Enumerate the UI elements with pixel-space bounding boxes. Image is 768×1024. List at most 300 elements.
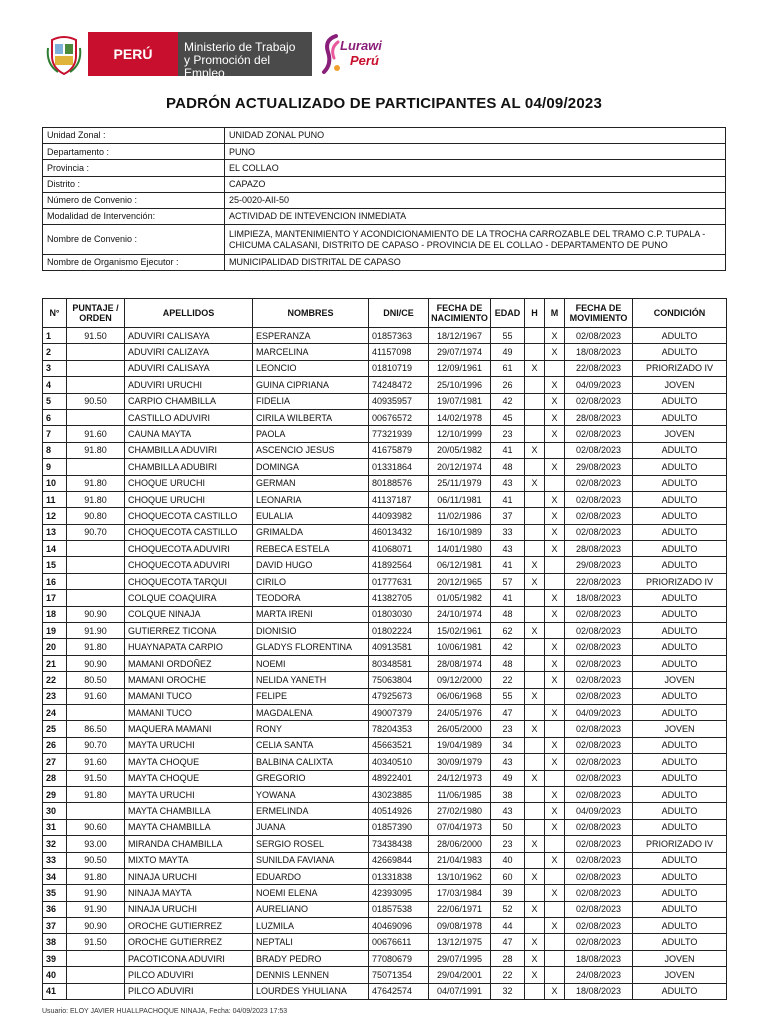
col-male-cell — [525, 754, 545, 770]
col-birthdate-cell: 06/11/1981 — [429, 491, 491, 507]
col-condition-cell: ADULTO — [633, 934, 727, 950]
col-number-cell: 19 — [43, 623, 67, 639]
col-movement-date-cell: 02/08/2023 — [565, 508, 633, 524]
table-row — [43, 983, 727, 999]
col-female-cell — [545, 836, 565, 852]
page-title: PADRÓN ACTUALIZADO DE PARTICIPANTES AL 04/09/2023 — [166, 95, 602, 112]
col-female-cell: X — [545, 639, 565, 655]
col-female-cell — [545, 950, 565, 966]
col-surnames-cell: MIRANDA CHAMBILLA — [125, 836, 253, 852]
col-surnames-header: APELLIDOS — [125, 299, 253, 328]
col-surnames-cell: PILCO ADUVIRI — [125, 967, 253, 983]
col-movement-date-cell: 04/09/2023 — [565, 803, 633, 819]
col-number-cell: 31 — [43, 819, 67, 835]
col-movement-date-cell: 02/08/2023 — [565, 328, 633, 344]
col-age-cell: 62 — [491, 623, 525, 639]
col-score-cell: 80.50 — [67, 672, 125, 688]
col-age-cell: 49 — [491, 770, 525, 786]
col-score-cell: 90.60 — [67, 819, 125, 835]
col-score-cell: 90.50 — [67, 852, 125, 868]
info-key: Provincia : — [43, 160, 225, 176]
col-condition-cell: ADULTO — [633, 623, 727, 639]
col-surnames-cell: NINAJA URUCHI — [125, 901, 253, 917]
col-condition-cell: ADULTO — [633, 344, 727, 360]
col-female-cell — [545, 623, 565, 639]
col-female-cell: X — [545, 918, 565, 934]
col-age-cell: 50 — [491, 819, 525, 835]
col-score-cell — [67, 541, 125, 557]
col-score-cell: 90.80 — [67, 508, 125, 524]
col-male-header: H — [525, 299, 545, 328]
col-condition-cell: ADULTO — [633, 868, 727, 884]
info-value: UNIDAD ZONAL PUNO — [225, 128, 726, 144]
col-number-cell: 2 — [43, 344, 67, 360]
col-birthdate-cell: 27/02/1980 — [429, 803, 491, 819]
col-condition-cell: ADULTO — [633, 901, 727, 917]
col-dni-cell: 75063804 — [369, 672, 429, 688]
col-condition-cell: ADULTO — [633, 770, 727, 786]
col-male-cell — [525, 852, 545, 868]
col-movement-date-cell: 02/08/2023 — [565, 721, 633, 737]
col-names-cell: ASCENCIO JESUS — [253, 442, 369, 458]
col-number-cell: 40 — [43, 967, 67, 983]
col-condition-cell: ADULTO — [633, 475, 727, 491]
col-dni-cell: 40935957 — [369, 393, 429, 409]
table-row — [43, 770, 727, 786]
table-row — [43, 672, 727, 688]
col-number-cell: 16 — [43, 573, 67, 589]
col-movement-date-cell: 02/08/2023 — [565, 393, 633, 409]
col-age-cell: 41 — [491, 590, 525, 606]
col-movement-date-cell: 04/09/2023 — [565, 704, 633, 720]
col-condition-cell: ADULTO — [633, 688, 727, 704]
col-male-cell: X — [525, 721, 545, 737]
col-score-cell — [67, 557, 125, 573]
col-number-cell: 30 — [43, 803, 67, 819]
col-surnames-cell: GUTIERREZ TICONA — [125, 623, 253, 639]
col-surnames-cell: MAYTA CHOQUE — [125, 770, 253, 786]
table-row — [43, 623, 727, 639]
footer-user-info: Usuario: ELOY JAVIER HUALLPACHOQUE NINAJA, Fecha: 04/09/2023 17:53 — [42, 1008, 288, 1015]
col-surnames-cell: MAYTA URUCHI — [125, 737, 253, 753]
info-value: MUNICIPALIDAD DISTRITAL DE CAPASO — [225, 255, 726, 271]
col-birthdate-header: FECHA DE NACIMIENTO — [429, 299, 491, 328]
col-age-cell: 32 — [491, 983, 525, 999]
table-row — [43, 836, 727, 852]
col-male-cell: X — [525, 868, 545, 884]
info-row — [43, 160, 726, 176]
col-score-cell: 90.90 — [67, 655, 125, 671]
col-names-cell: GREGORIO — [253, 770, 369, 786]
col-age-cell: 41 — [491, 442, 525, 458]
col-birthdate-cell: 24/10/1974 — [429, 606, 491, 622]
col-movement-date-cell: 22/08/2023 — [565, 360, 633, 376]
col-surnames-cell: ADUVIRI CALIZAYA — [125, 344, 253, 360]
col-condition-cell: JOVEN — [633, 721, 727, 737]
col-condition-cell: ADULTO — [633, 737, 727, 753]
col-names-cell: NOEMI — [253, 655, 369, 671]
col-female-cell — [545, 770, 565, 786]
col-number-cell: 17 — [43, 590, 67, 606]
col-names-cell: BRADY PEDRO — [253, 950, 369, 966]
col-male-cell — [525, 819, 545, 835]
col-birthdate-cell: 09/12/2000 — [429, 672, 491, 688]
col-score-cell: 90.90 — [67, 918, 125, 934]
col-male-cell: X — [525, 442, 545, 458]
col-age-header: EDAD — [491, 299, 525, 328]
col-birthdate-cell: 06/06/1968 — [429, 688, 491, 704]
col-dni-cell: 47642574 — [369, 983, 429, 999]
col-dni-cell: 49007379 — [369, 704, 429, 720]
col-male-cell — [525, 983, 545, 999]
table-row — [43, 393, 727, 409]
col-age-cell: 45 — [491, 409, 525, 425]
col-birthdate-cell: 20/12/1965 — [429, 573, 491, 589]
col-names-cell: GLADYS FLORENTINA — [253, 639, 369, 655]
col-dni-cell: 42669844 — [369, 852, 429, 868]
ministry-line-2: y Promoción del Empleo — [184, 53, 271, 80]
col-age-cell: 33 — [491, 524, 525, 540]
col-female-cell: X — [545, 590, 565, 606]
col-names-cell: FIDELIA — [253, 393, 369, 409]
col-male-cell — [525, 377, 545, 393]
col-surnames-cell: COLQUE NINAJA — [125, 606, 253, 622]
col-movement-date-cell: 02/08/2023 — [565, 737, 633, 753]
col-dni-cell: 46013432 — [369, 524, 429, 540]
col-birthdate-cell: 24/12/1973 — [429, 770, 491, 786]
col-movement-date-cell: 02/08/2023 — [565, 606, 633, 622]
col-age-cell: 43 — [491, 754, 525, 770]
col-number-cell: 11 — [43, 491, 67, 507]
col-score-cell: 86.50 — [67, 721, 125, 737]
col-condition-cell: ADULTO — [633, 541, 727, 557]
col-male-cell: X — [525, 934, 545, 950]
table-row — [43, 475, 727, 491]
ministry-line-1: Ministerio de Trabajo — [184, 40, 296, 54]
col-movement-date-cell: 02/08/2023 — [565, 623, 633, 639]
col-male-cell: X — [525, 950, 545, 966]
col-age-cell: 41 — [491, 557, 525, 573]
col-condition-cell: ADULTO — [633, 918, 727, 934]
col-dni-cell: 40340510 — [369, 754, 429, 770]
col-condition-cell: ADULTO — [633, 803, 727, 819]
col-number-cell: 24 — [43, 704, 67, 720]
col-score-cell: 90.70 — [67, 737, 125, 753]
info-value: ACTIVIDAD DE INTEVENCION INMEDIATA — [225, 208, 726, 224]
table-row — [43, 918, 727, 934]
col-condition-cell: ADULTO — [633, 442, 727, 458]
col-score-cell: 91.50 — [67, 770, 125, 786]
col-age-cell: 43 — [491, 541, 525, 557]
col-surnames-cell: NINAJA MAYTA — [125, 885, 253, 901]
col-birthdate-cell: 20/12/1974 — [429, 459, 491, 475]
col-movement-date-cell: 02/08/2023 — [565, 688, 633, 704]
col-names-cell: NEPTALI — [253, 934, 369, 950]
col-surnames-cell: ADUVIRI CALISAYA — [125, 360, 253, 376]
table-row — [43, 344, 727, 360]
col-dni-cell: 41068071 — [369, 541, 429, 557]
col-names-cell: DOMINGA — [253, 459, 369, 475]
col-male-cell — [525, 672, 545, 688]
col-age-cell: 42 — [491, 393, 525, 409]
col-number-cell: 5 — [43, 393, 67, 409]
col-condition-cell: PRIORIZADO IV — [633, 573, 727, 589]
col-male-cell: X — [525, 967, 545, 983]
col-names-cell: TEODORA — [253, 590, 369, 606]
col-names-cell: BALBINA CALIXTA — [253, 754, 369, 770]
participants-table — [42, 298, 727, 1000]
col-number-cell: 41 — [43, 983, 67, 999]
info-row — [43, 208, 726, 224]
col-score-cell — [67, 803, 125, 819]
col-number-cell: 8 — [43, 442, 67, 458]
col-age-cell: 55 — [491, 328, 525, 344]
col-dni-cell: 01857538 — [369, 901, 429, 917]
col-male-cell — [525, 885, 545, 901]
col-movement-date-cell: 18/08/2023 — [565, 590, 633, 606]
table-row — [43, 786, 727, 802]
col-condition-cell: ADULTO — [633, 786, 727, 802]
col-female-cell — [545, 442, 565, 458]
col-movement-date-cell: 02/08/2023 — [565, 426, 633, 442]
col-dni-cell: 74248472 — [369, 377, 429, 393]
col-score-cell: 91.90 — [67, 623, 125, 639]
col-birthdate-cell: 12/10/1999 — [429, 426, 491, 442]
table-row — [43, 491, 727, 507]
col-dni-cell: 01777631 — [369, 573, 429, 589]
col-female-cell: X — [545, 409, 565, 425]
col-movement-date-cell: 28/08/2023 — [565, 541, 633, 557]
table-row — [43, 754, 727, 770]
table-row — [43, 524, 727, 540]
col-age-cell: 55 — [491, 688, 525, 704]
col-female-cell: X — [545, 344, 565, 360]
peru-logo — [88, 32, 178, 76]
col-surnames-cell: MAMANI TUCO — [125, 688, 253, 704]
info-value: 25-0020-AII-50 — [225, 192, 726, 208]
col-condition-cell: ADULTO — [633, 590, 727, 606]
col-condition-cell: ADULTO — [633, 409, 727, 425]
col-condition-cell: JOVEN — [633, 672, 727, 688]
col-names-cell: GERMAN — [253, 475, 369, 491]
col-number-cell: 10 — [43, 475, 67, 491]
col-age-cell: 43 — [491, 475, 525, 491]
col-score-cell: 91.50 — [67, 934, 125, 950]
col-score-cell: 91.80 — [67, 442, 125, 458]
col-surnames-cell: CHOQUECOTA ADUVIRI — [125, 541, 253, 557]
col-condition-cell: ADULTO — [633, 885, 727, 901]
col-surnames-cell: CHOQUECOTA CASTILLO — [125, 524, 253, 540]
table-row — [43, 803, 727, 819]
col-movement-date-cell: 02/08/2023 — [565, 639, 633, 655]
col-birthdate-cell: 22/06/1971 — [429, 901, 491, 917]
table-row — [43, 852, 727, 868]
col-age-cell: 23 — [491, 836, 525, 852]
col-score-cell — [67, 409, 125, 425]
col-movement-date-cell: 02/08/2023 — [565, 491, 633, 507]
table-row — [43, 655, 727, 671]
col-surnames-cell: PACOTICONA ADUVIRI — [125, 950, 253, 966]
col-male-cell — [525, 786, 545, 802]
col-female-cell — [545, 557, 565, 573]
col-birthdate-cell: 04/07/1991 — [429, 983, 491, 999]
col-male-cell — [525, 426, 545, 442]
col-male-cell: X — [525, 770, 545, 786]
col-names-cell: PAOLA — [253, 426, 369, 442]
col-number-cell: 7 — [43, 426, 67, 442]
col-birthdate-cell: 06/12/1981 — [429, 557, 491, 573]
program-name-line-1: Lurawi — [340, 38, 382, 53]
info-row — [43, 192, 726, 208]
table-row — [43, 426, 727, 442]
col-names-cell: GUINA CIPRIANA — [253, 377, 369, 393]
col-male-cell — [525, 737, 545, 753]
col-age-cell: 34 — [491, 737, 525, 753]
col-female-cell — [545, 475, 565, 491]
col-birthdate-cell: 01/05/1982 — [429, 590, 491, 606]
col-birthdate-cell: 17/03/1984 — [429, 885, 491, 901]
col-condition-cell: ADULTO — [633, 754, 727, 770]
col-surnames-cell: CHOQUECOTA CASTILLO — [125, 508, 253, 524]
col-birthdate-cell: 29/07/1974 — [429, 344, 491, 360]
col-names-cell: MARCELINA — [253, 344, 369, 360]
col-female-cell: X — [545, 426, 565, 442]
col-score-cell — [67, 967, 125, 983]
col-dni-cell: 41675879 — [369, 442, 429, 458]
col-male-cell: X — [525, 360, 545, 376]
col-surnames-cell: CARPIO CHAMBILLA — [125, 393, 253, 409]
col-condition-cell: ADULTO — [633, 983, 727, 999]
info-key: Modalidad de Intervención: — [43, 208, 225, 224]
col-score-cell: 91.60 — [67, 426, 125, 442]
col-birthdate-cell: 30/09/1979 — [429, 754, 491, 770]
table-row — [43, 868, 727, 884]
col-birthdate-cell: 07/04/1973 — [429, 819, 491, 835]
col-birthdate-cell: 19/04/1989 — [429, 737, 491, 753]
col-female-cell: X — [545, 754, 565, 770]
table-row — [43, 459, 727, 475]
col-movement-date-cell: 18/08/2023 — [565, 950, 633, 966]
col-female-cell: X — [545, 852, 565, 868]
col-surnames-cell: CHAMBILLA ADUVIRI — [125, 442, 253, 458]
col-dni-header: DNI/CE — [369, 299, 429, 328]
col-surnames-cell: MAMANI TUCO — [125, 704, 253, 720]
col-male-cell — [525, 409, 545, 425]
col-score-cell: 90.50 — [67, 393, 125, 409]
col-movement-date-cell: 29/08/2023 — [565, 459, 633, 475]
col-male-cell — [525, 393, 545, 409]
table-row — [43, 901, 727, 917]
table-row — [43, 950, 727, 966]
col-surnames-cell: MAYTA CHAMBILLA — [125, 819, 253, 835]
col-female-cell: X — [545, 393, 565, 409]
col-birthdate-cell: 20/05/1982 — [429, 442, 491, 458]
col-female-cell: X — [545, 655, 565, 671]
col-male-cell: X — [525, 475, 545, 491]
table-row — [43, 606, 727, 622]
col-condition-cell: ADULTO — [633, 328, 727, 344]
col-movement-date-cell: 02/08/2023 — [565, 852, 633, 868]
col-names-cell: LEONCIO — [253, 360, 369, 376]
col-female-cell — [545, 360, 565, 376]
page-header — [44, 30, 384, 80]
col-names-cell: DIONISIO — [253, 623, 369, 639]
table-header-row — [43, 299, 727, 328]
table-row — [43, 737, 727, 753]
col-names-cell: JUANA — [253, 819, 369, 835]
col-age-cell: 47 — [491, 934, 525, 950]
col-male-cell — [525, 918, 545, 934]
info-row — [43, 144, 726, 160]
col-female-cell: X — [545, 819, 565, 835]
col-score-cell — [67, 377, 125, 393]
col-score-cell: 91.60 — [67, 754, 125, 770]
info-key: Número de Convenio : — [43, 192, 225, 208]
table-row — [43, 885, 727, 901]
col-dni-cell: 40469096 — [369, 918, 429, 934]
col-male-cell — [525, 803, 545, 819]
col-number-cell: 6 — [43, 409, 67, 425]
col-female-cell — [545, 573, 565, 589]
info-row — [43, 128, 726, 144]
col-number-cell: 39 — [43, 950, 67, 966]
col-dni-cell: 00676611 — [369, 934, 429, 950]
col-names-cell: DAVID HUGO — [253, 557, 369, 573]
col-number-cell: 38 — [43, 934, 67, 950]
col-condition-cell: JOVEN — [633, 426, 727, 442]
col-surnames-cell: ADUVIRI CALISAYA — [125, 328, 253, 344]
col-birthdate-cell: 11/06/1985 — [429, 786, 491, 802]
col-age-cell: 49 — [491, 344, 525, 360]
col-score-cell — [67, 344, 125, 360]
col-age-cell: 37 — [491, 508, 525, 524]
col-surnames-cell: MAMANI OROCHE — [125, 672, 253, 688]
col-names-cell: EDUARDO — [253, 868, 369, 884]
table-row — [43, 328, 727, 344]
peru-coat-of-arms-icon — [44, 34, 84, 76]
col-birthdate-cell: 11/02/1986 — [429, 508, 491, 524]
col-birthdate-cell: 12/09/1961 — [429, 360, 491, 376]
table-row — [43, 819, 727, 835]
col-age-cell: 60 — [491, 868, 525, 884]
col-birthdate-cell: 24/05/1976 — [429, 704, 491, 720]
col-score-cell — [67, 360, 125, 376]
col-male-cell — [525, 639, 545, 655]
col-dni-cell: 01857390 — [369, 819, 429, 835]
col-male-cell — [525, 508, 545, 524]
col-male-cell — [525, 606, 545, 622]
col-number-cell: 20 — [43, 639, 67, 655]
col-score-cell: 91.90 — [67, 885, 125, 901]
col-male-cell — [525, 344, 545, 360]
col-condition-cell: ADULTO — [633, 459, 727, 475]
col-names-cell: RONY — [253, 721, 369, 737]
col-surnames-cell: CAUNA MAYTA — [125, 426, 253, 442]
table-row — [43, 934, 727, 950]
info-value: EL COLLAO — [225, 160, 726, 176]
col-dni-cell: 01857363 — [369, 328, 429, 344]
col-surnames-cell: ADUVIRI URUCHI — [125, 377, 253, 393]
col-surnames-cell: COLQUE COAQUIRA — [125, 590, 253, 606]
table-row — [43, 541, 727, 557]
col-score-cell — [67, 590, 125, 606]
col-score-cell: 91.80 — [67, 639, 125, 655]
col-condition-cell: JOVEN — [633, 967, 727, 983]
col-surnames-cell: MIXTO MAYTA — [125, 852, 253, 868]
col-birthdate-cell: 13/10/1962 — [429, 868, 491, 884]
col-female-cell: X — [545, 606, 565, 622]
col-dni-cell: 80348581 — [369, 655, 429, 671]
